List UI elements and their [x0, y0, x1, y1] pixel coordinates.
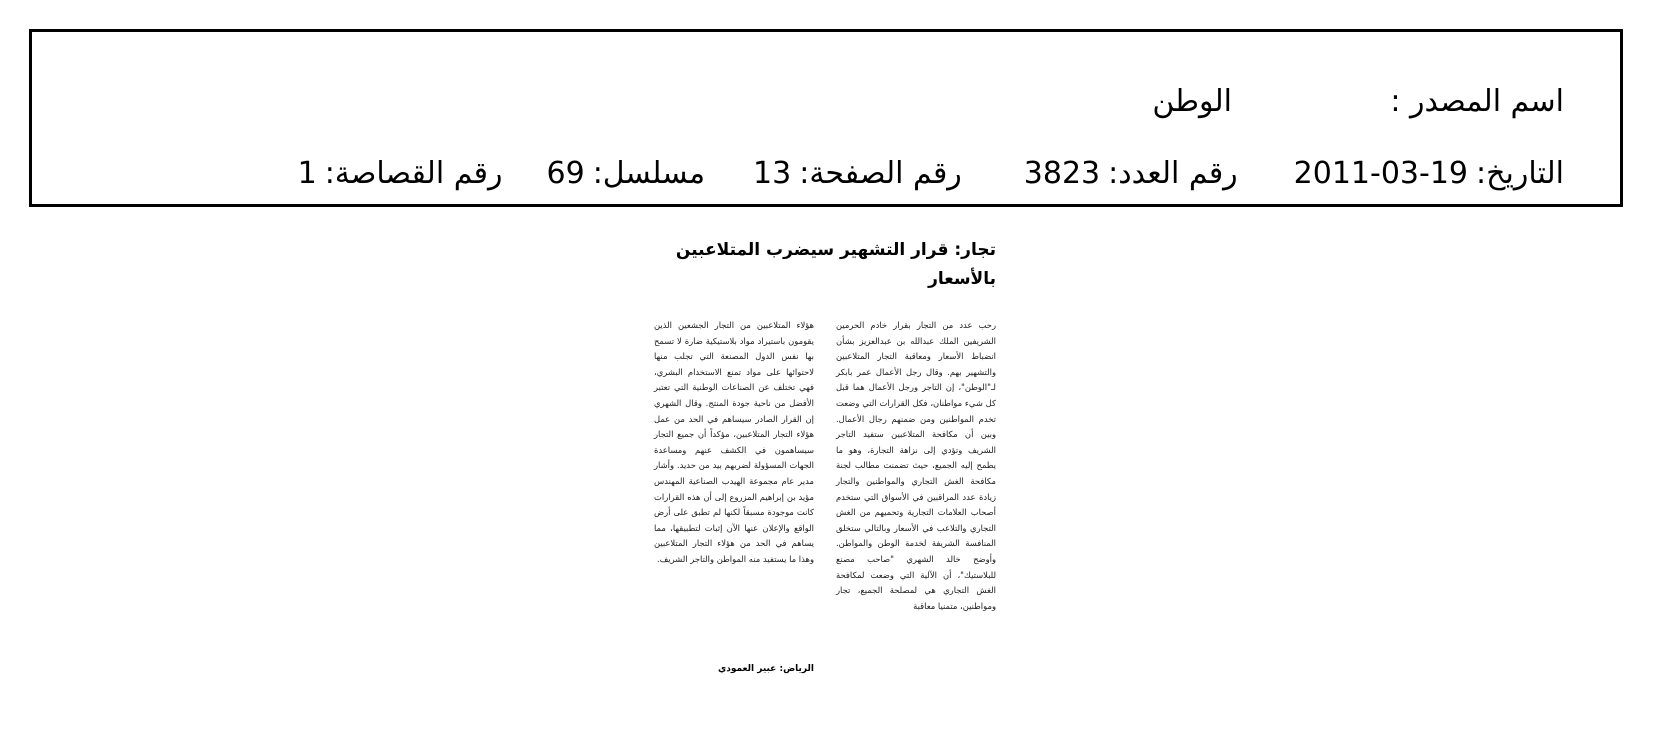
clipping-info-box: [29, 29, 1623, 207]
source-label: اسم المصدر :: [1390, 84, 1564, 119]
date-label: التاريخ:: [1476, 156, 1564, 191]
article-column-right-text: رحب عدد من التجار بقرار خادم الحرمين الشريفين الملك عبدالله بن عبدالعزيز بشأن انضباط الأسعار ومعاقبة التجار المتلاعبين والتشهير بهم. وقال رجل الأعمال عمر بابكر لـ"الوطن"، إن التاجر ورجل الأعمال هما قبل كل شيء مواطنان، فكل القرارات التي وضعت تخدم المواطنين ومن ضمنهم رجال الأعمال. وبين أن مكافحة المتلاعبين ستفيد التاجر الشريف وتؤدي إلى نزاهة التجارة، وهو ما يطمح إليه الجميع، حيث تضمنت مطالب لجنة مكافحة الغش التجاري والمواطنين والتجار زيادة عدد المراقبين في الأسواق التي ستخدم أصحاب العلامات التجارية وتحميهم من الغش التجاري والتلاعب في الأسعار وبالتالي ستخلق المنافسة الشريفة لخدمة الوطن والمواطن. وأوضح خالد الشهري "صاحب مصنع للبلاستيك"، أن الآلية التي وضعت لمكافحة الغش التجاري هي لمصلحة الجميع، تجار ومواطنين، متمنيا معاقبة: [836, 320, 996, 611]
article-headline: تجار: قرار التشهير سيضرب المتلاعبين بالأسعار: [675, 240, 996, 289]
serial-value: 69: [546, 156, 585, 191]
page-label: رقم الصفحة:: [799, 156, 962, 191]
page-value: 13: [753, 156, 792, 191]
source-value: الوطن: [1152, 84, 1232, 119]
article-column-right: [836, 318, 996, 690]
newspaper-clipping: [651, 236, 996, 691]
article-column-left-text: هؤلاء المتلاعبين من التجار الجشعين الذين يقومون باستيراد مواد بلاستيكية ضارة لا تسمح بها نفس الدول المصنعة التي تجلب منها لاحتوائها على مواد تمنع الاستخدام البشري، فهي تختلف عن الصناعات الوطنية التي تعتبر الأفضل من ناحية جودة المنتج. وقال الشهري إن القرار الصادر سيساهم في الحد من عمل هؤلاء التجار المتلاعبين، مؤكداً أن جميع التجار سيساهمون في الكشف عنهم ومساعدة الجهات المسؤولة لضربهم بيد من حديد. وأشار مدير عام مجموعة الهيدب الصناعية المهندس مؤيد بن إبراهيم المزروع إلى أن هذه القرارات كانت موجودة مسبقاً لكنها لم تطبق على أرض الواقع والإعلان عنها الآن إثبات لتطبيقها، مما يساهم في الحد من هؤلاء التجار المتلاعبين وهذا ما يستفيد منه المواطن والتاجر الشريف.: [654, 320, 814, 564]
clip-number-field: [298, 156, 503, 192]
date-value: 2011-03-19: [1293, 156, 1469, 191]
article-byline: الرياض: عبير العمودي: [718, 664, 814, 674]
date-field: [1294, 156, 1564, 192]
issue-field: [1024, 156, 1238, 192]
metadata-row: [298, 156, 1564, 192]
issue-label: رقم العدد:: [1108, 156, 1238, 191]
clip-number-value: 1: [297, 156, 317, 191]
page-field: [753, 156, 962, 192]
serial-label: مسلسل:: [592, 156, 706, 191]
article-column-left: [654, 318, 814, 658]
serial-field: [547, 156, 706, 192]
issue-value: 3823: [1023, 156, 1101, 191]
clip-number-label: رقم القصاصة:: [324, 156, 503, 191]
